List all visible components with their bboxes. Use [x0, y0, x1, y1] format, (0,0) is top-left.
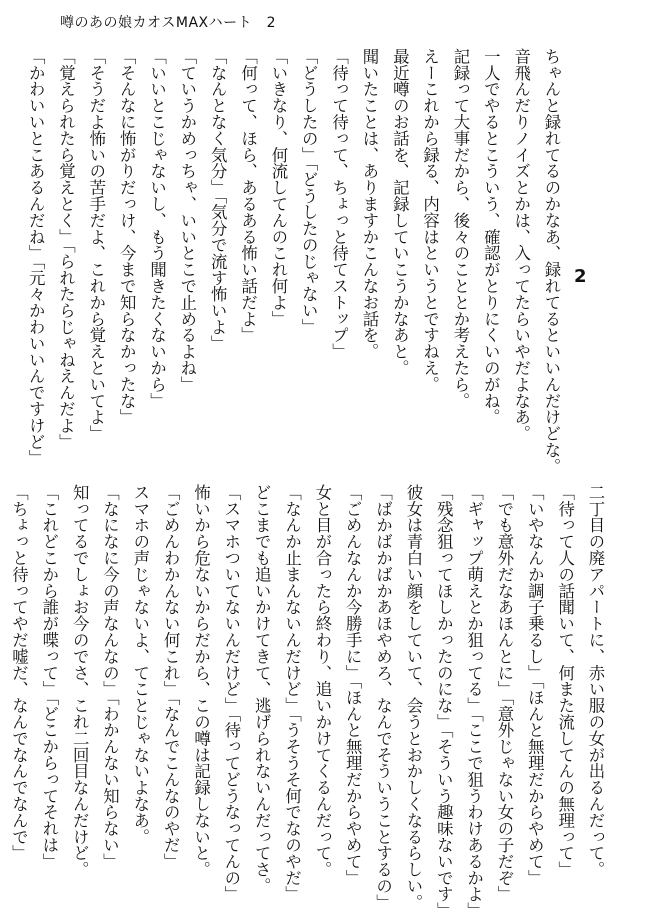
text-line: 「かわいいとこあるんだね」「元々かわいいんですけど」 — [26, 48, 46, 467]
text-line: 「でも意外だなあほんとに」「意外じゃない女の子だぞ」 — [494, 484, 514, 903]
text-line: 「覚えられたら覚えとく」「られたらじゃねえんだよ」 — [56, 48, 76, 450]
text-line — [0, 484, 3, 856]
text-line: 「いやなんか調子乗るし」「ほんと無理だからやめて」 — [525, 484, 545, 886]
text-line: 一人でやるとこういう、確認がとりにくいのがね。 — [481, 48, 501, 426]
text-line: スマホの声じゃないよ、てことじゃないよなあ。 — [130, 484, 150, 845]
text-line: 二丁目の廃アパートに、赤い服の女が出るんだって。 — [586, 484, 605, 878]
text-line: 「ごめんなんか今勝手に」「ほんと無理だからやめて」 — [343, 484, 363, 886]
running-header: 噂のあの娘カオスMAXハート 2 — [60, 15, 277, 31]
text-block-top — [20, 48, 566, 475]
text-line: 「なんか止まんないんだけど」「うそうそ何でなのやだ」 — [282, 484, 302, 903]
text-line: ちゃんと録れてるのかなあ、録れてるといいんだけどな。 — [542, 48, 561, 475]
text-line: 怖いから危ないからだから、この噂は記録しないと。 — [191, 484, 211, 878]
text-line: 「ギャップ萌えとか狙ってる」「ここで狙うわけあるかよ」 — [464, 484, 484, 919]
text-line: 「なんとなく気分」「気分で流す怖いよ」 — [208, 48, 228, 352]
text-line: 「どうしたの」「どうしたのじゃない」 — [299, 48, 319, 335]
text-line: 「いきなり、何流してんのこれ何よ」 — [268, 48, 288, 327]
text-line: 「これどこから誰が喋って」「どこからってそれは」 — [39, 484, 59, 870]
text-line: 「待って待って、ちょっと待てストップ」 — [329, 48, 349, 360]
text-line: 女と目が合ったら終わり、追いかけてくるんだって。 — [312, 484, 332, 878]
chapter-number: 2 — [574, 266, 587, 287]
text-line: 「スマホついてないんだけど」「待ってどうなってんの」 — [221, 484, 241, 903]
text-line: えーこれから録る、内容はというとですねえ。 — [420, 48, 440, 393]
text-line: 知ってるでしょお今のでさ、これ二回目なんだけど。 — [70, 484, 90, 878]
text-line: 「ちょっと待ってやだ嘘だ、なんでなんでなんで」 — [9, 484, 29, 862]
text-line: 最近噂のお話を、記録していこうかなあと。 — [390, 48, 410, 376]
text-line: 「そんなに怖がりだっけ、今まで知らなかったな」 — [117, 48, 137, 426]
text-block-bottom — [0, 484, 610, 919]
text-line: 「待って人の話聞いて、何また流してんの無理って」 — [555, 484, 575, 878]
text-line: 「残念狙ってほしかったのにな」「そういう趣味ないです」 — [434, 484, 454, 919]
text-line: 「ていうかめっちゃ、いいとこで止めるよね」 — [177, 48, 197, 393]
text-line: 音飛んだりノイズとかは、入ってたらいやだよなあ。 — [511, 48, 531, 442]
text-line: どこまでも追いかけてきて、逃げられないんだってさ。 — [252, 484, 272, 894]
text-line: 「何って、ほら、あるある怖い話だよ」 — [238, 48, 258, 344]
text-line: 「なになに今の声なんなの」「わかんない知らない」 — [100, 484, 120, 870]
text-line: 「ごめんわかんない何これ」「なんでこんなのやだ」 — [161, 484, 181, 870]
text-line: 聞いたことは、ありますかこんなお話を。 — [359, 48, 379, 360]
text-line: 記録って大事だから、後々のこととか考えたら。 — [450, 48, 470, 409]
text-line: 「そうだよ怖いの苦手だよ、これから覚えといてよ」 — [86, 48, 106, 442]
text-line: 「いいとこじゃないし、もう聞きたくないから」 — [147, 48, 167, 409]
text-line: 彼女は青白い顔をしていて、会うとおかしくなるらしい。 — [403, 484, 423, 911]
text-line: 「ばかばかばかあほやめろ、なんでそういうことするの」 — [373, 484, 393, 911]
